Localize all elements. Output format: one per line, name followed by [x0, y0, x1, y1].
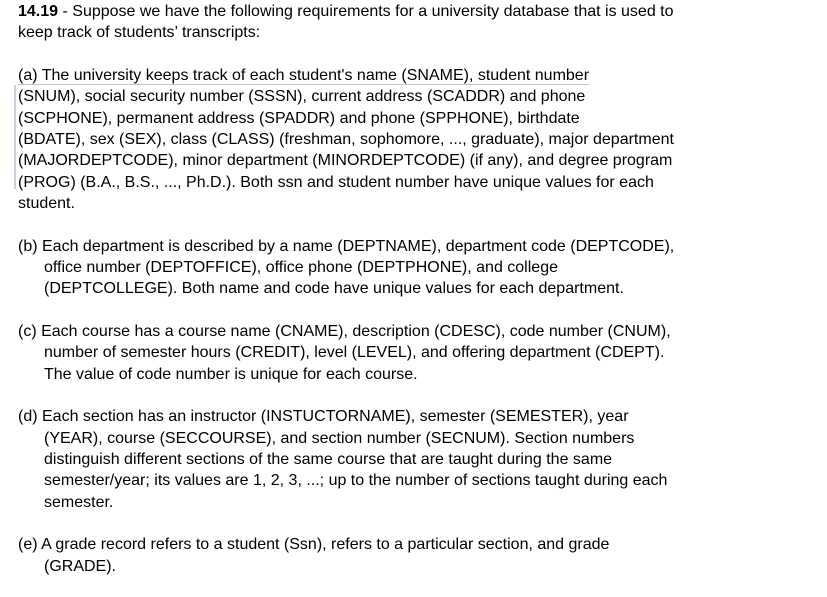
- intro-line-2: keep track of students’ transcripts:: [18, 24, 261, 42]
- requirement-d: [18, 406, 818, 513]
- req-a-line-7: student.: [18, 195, 75, 213]
- heading-line-1: [18, 1, 818, 22]
- req-b-line-3: (DEPTCOLLEGE). Both name and code have unique values for each department.: [44, 280, 624, 298]
- intro-line-1: Suppose we have the following requirements for a university database that is used to: [72, 3, 674, 20]
- requirement-a: [18, 65, 818, 215]
- req-a-line-4: (BDATE), sex (SEX), class (CLASS) (freshman, sophomore, ..., graduate), major department: [18, 131, 674, 149]
- req-a-line-1: [18, 65, 818, 86]
- req-a-line-1-text: (a) The university keeps track of each student's name (SNAME), student number: [18, 66, 590, 84]
- req-c-line-3: The value of code number is unique for each course.: [44, 365, 418, 383]
- req-a-line-3: (SCPHONE), permanent address (SPADDR) and phone (SPPHONE), birthdate: [18, 109, 580, 127]
- req-a-line-6: (PROG) (B.A., B.S., ..., Ph.D.). Both ssn and student number have unique values for each: [18, 173, 654, 191]
- document-body: [18, 0, 818, 577]
- req-d-line-2: (YEAR), course (SECCOURSE), and section number (SECNUM). Section numbers: [44, 429, 635, 447]
- req-d-line-4: semester/year; its values are 1, 2, 3, ...; up to the number of sections taught during each: [44, 472, 668, 490]
- req-a-line-5: (MAJORDEPTCODE), minor department (MINORDEPTCODE) (if any), and degree program: [18, 152, 673, 170]
- req-a-line-2: (SNUM), social security number (SSSN), current address (SCADDR) and phone: [18, 88, 586, 106]
- req-e-line-1: (e) A grade record refers to a student (Ssn), refers to a particular section, and grade: [18, 536, 610, 554]
- question-separator: -: [58, 3, 73, 20]
- text-selection-marker: [14, 85, 16, 189]
- requirement-e: [18, 534, 818, 577]
- req-c-line-1: (c) Each course has a course name (CNAME), description (CDESC), code number (CNUM),: [18, 322, 671, 340]
- requirement-c: [18, 321, 818, 385]
- req-d-line-5: semester.: [44, 493, 114, 511]
- question-heading: [18, 1, 818, 44]
- req-d-line-3: distinguish different sections of the same course that are taught during the same: [44, 450, 613, 468]
- question-number: 14.19: [18, 3, 59, 20]
- req-b-line-2: office number (DEPTOFFICE), office phone (DEPTPHONE), and college: [44, 259, 558, 277]
- req-c-line-2: number of semester hours (CREDIT), level (LEVEL), and offering department (CDEPT).: [44, 344, 665, 362]
- requirement-b: [18, 236, 818, 300]
- req-b-line-1: (b) Each department is described by a name (DEPTNAME), department code (DEPTCODE),: [18, 237, 675, 255]
- req-e-line-2: (GRADE).: [44, 557, 116, 575]
- req-d-line-1: (d) Each section has an instructor (INSTUCTORNAME), semester (SEMESTER), year: [18, 408, 629, 426]
